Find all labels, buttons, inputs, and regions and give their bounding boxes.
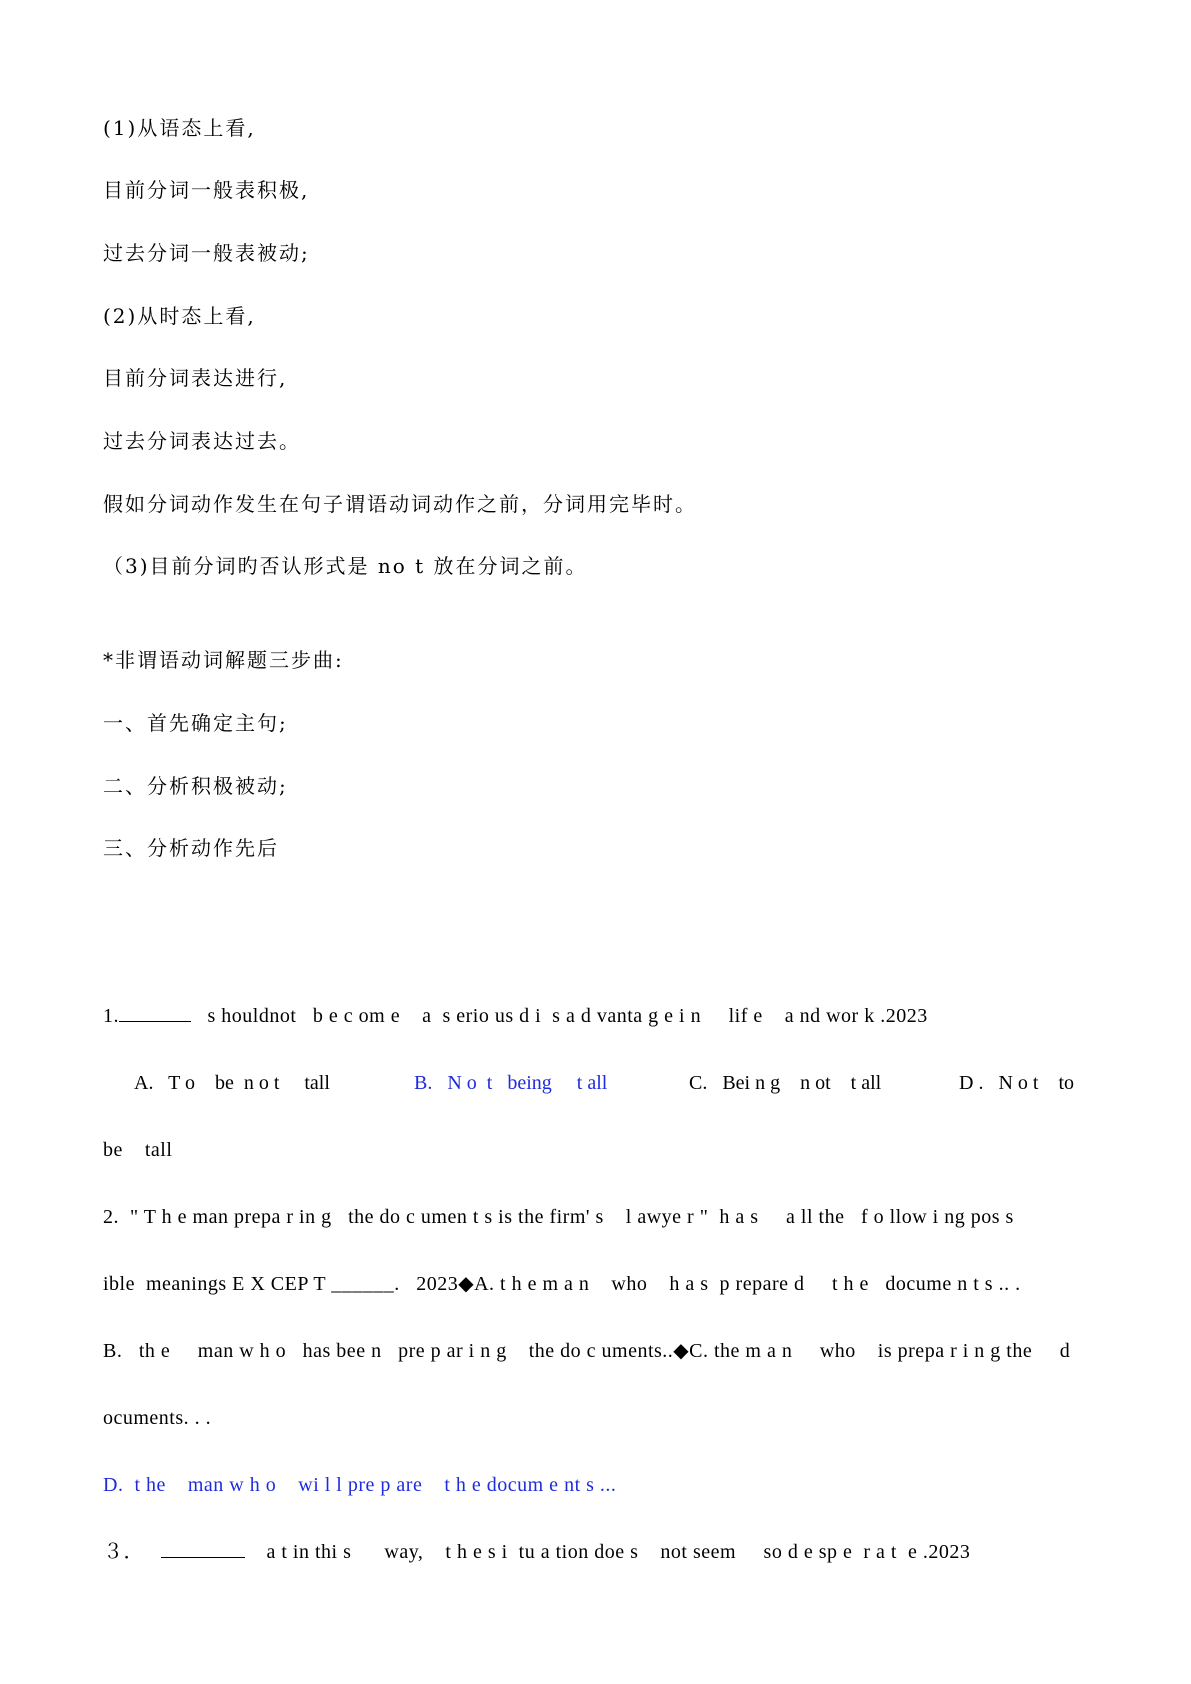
step-three: 三、分析动作先后 <box>103 836 279 860</box>
question-1-option-d: D . N o t to <box>959 1072 1074 1094</box>
note-tense: (2)从时态上看, <box>103 304 256 328</box>
question-2-line-1: 2. " T h e man prepa r in g the do c umen t s is the firm' s l awye r " h a s a ll the f o llow i ng pos s <box>103 1206 1014 1228</box>
note-voice: (1)从语态上看, <box>103 116 256 140</box>
question-2-line-2: ible meanings E X CEP T ______. 2023◆A. t h e m a n who h a s p repare d t h e docume n t s .. . <box>103 1273 1021 1295</box>
question-1-text: s houldnot b e c om e a s erio us d i s a d vanta g e i n lif e a nd wor k .2023 <box>207 1005 928 1027</box>
note-perfect-participle: 假如分词动作发生在句子谓语动词动作之前，分词用完毕时。 <box>103 492 697 516</box>
step-two: 二、分析积极被动; <box>103 774 288 798</box>
question-2-line-4: ocuments. . . <box>103 1407 212 1429</box>
question-1-number: 1. <box>103 1005 119 1027</box>
note-negation: （3)目前分词旳否认形式是 no t 放在分词之前。 <box>103 554 588 578</box>
question-3-stem <box>103 1538 970 1566</box>
question-1-stem <box>103 1002 928 1030</box>
question-3-number: ３． <box>103 1541 144 1563</box>
question-2-line-3: B. th e man w h o has bee n pre p ar i n g the do c uments..◆C. the m a n who is prepa r i n g the d <box>103 1340 1071 1362</box>
question-2-answer-d: D. t he man w h o wi l l pre p are t h e docum e nt s ... <box>103 1474 617 1496</box>
note-present-participle-active: 目前分词一般表积极, <box>103 178 310 202</box>
question-1-option-c: C. Bei n g n ot t all <box>689 1072 882 1094</box>
note-past-participle-passive: 过去分词一般表被动; <box>103 241 310 265</box>
question-3-blank <box>161 1539 245 1558</box>
question-1-option-d-continued: be tall <box>103 1139 173 1161</box>
note-past-participle-past: 过去分词表达过去。 <box>103 429 301 453</box>
question-1-option-a: A. T o be n o t tall <box>134 1072 330 1094</box>
question-1-option-b-answer: B. N o t being t all <box>414 1072 608 1094</box>
step-one: 一、首先确定主句; <box>103 711 288 735</box>
question-1-blank <box>119 1003 191 1022</box>
note-present-participle-progressive: 目前分词表达进行, <box>103 366 288 390</box>
section-heading-three-steps: *非谓语动词解题三步曲: <box>103 648 344 672</box>
question-3-text: a t in thi s way, t h e s i tu a tion doe s not seem so d e sp e r a t e .2023 <box>266 1541 971 1563</box>
